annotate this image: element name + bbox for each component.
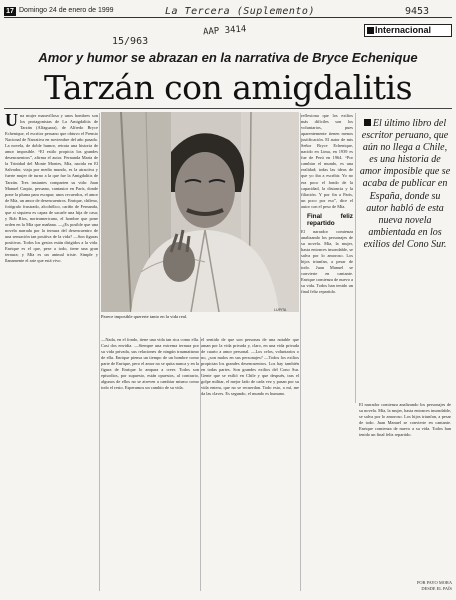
column-divider <box>355 113 356 403</box>
page-number: 17 <box>4 7 16 16</box>
pull-quote-square-icon <box>364 119 371 126</box>
article-subtitle: Final feliz repartido <box>307 212 353 227</box>
drop-cap: U <box>5 113 18 130</box>
byline-location: DESDE EL PAÍS <box>421 586 452 591</box>
handwritten-ref: 15/963 <box>112 36 149 47</box>
author-portrait-image <box>101 112 299 312</box>
article-column-5: El narrador comienza analizando los personajes de su novela. Mía, la mujer, hasta entonces insondable, se salva por lo amoroso. Los hijos triunfan, a pesar de todo. Juan Manuel se convierte en cantante. Enrique comienza de nuevo a su vida. Todos han tenido un final feliz repartido. <box>359 402 451 438</box>
article-subhead: Amor y humor se abrazan en la narrativa de Bryce Echenique <box>38 50 418 65</box>
byline-author: POR PAYO MORA <box>416 580 452 585</box>
article-column-1 <box>5 113 98 591</box>
article-column-3: el sentido de que son personas de una notable que aman por la vida privada y, claro, en una vida privada de cuarto a amor personal. —Los celos, voluntarios o no, ¿son malos en sus personajes? —Todos los exilios propician los grandes desencuentros. Los hay también en todas partes. Son grandes exilios del Cono Sur. Gente que se exilió en Chile y que después, tras el golpe militar, el mejor lado de cada vez y pasan por su vida entera, que no se recuerdan. Todo esto, a mí, me da las claves. Es segundo, el mundo es humano. <box>201 337 299 397</box>
handwritten-code: AAP 3414 <box>202 24 247 38</box>
article-column-4 <box>301 113 353 591</box>
section-label <box>364 24 452 37</box>
byline <box>392 580 452 592</box>
column-4-text: reflexiona que los exilios más difíciles son los voluntarios, pues aparentemente tienen menos justificación. El autor de mis Señor Bryce Echenique, nacido en Lima, en 1939 es fue de Perú en 1964. “Por cambiar el mundo, es una realidad; todas las ideas de que yo iba a escribir. Yo no era poco el fondo de la capacidad, la distancia y la filiación. Y por fin a París, un poco por eso”, dice el autor con el peso de Mía. <box>301 113 353 209</box>
section-label-text: Internacional <box>375 25 432 35</box>
section-square-icon <box>367 27 374 34</box>
handwritten-publication: La Tercera (Suplemento) <box>165 6 315 17</box>
photo-credit: LUPITA <box>274 308 287 312</box>
pull-quote-text: El último libro del escritor peruano, que aún no llega a Chile, es una historia de amor imposible que se acaba de publicar en España, donde su autor habló de esta nueva novela ambientada en los exilios del Cono Sur. <box>359 118 451 250</box>
pull-quote <box>359 118 451 396</box>
header-rule <box>4 17 452 18</box>
column-1-text: na mujer maravillosa y unos hombres son los protagonistas de La Amigdalitis de Tarzán (Alfaguara), de Alfredo Bryce Echenique, el escritor peruano que obtuvo el Premio Nacional de Narrativa en noviembre del año pasado. La novela, de doble humor, retrata una historia de amor imposible. “El estilo propicia los grandes desencuentros”, afirma el autor. Fernanda María de la Trinidad del Monte Montes, Mía, nacida en El Salvador, viaja por medio mundo, es la atractiva y fuerte mujer de turno a la que fue la Amigdalitis de Tarzán. Tres instantes comparten su vida: Juan Manuel Carpio, peruano, cantautor en París, donde pone la pluma para escapar; unos recuerdos, el amor de Mía, un amor de desencuentros. Enrique, chileno, fotógrafo frustrado, alcohólico, cariño de Fernanda, que si siquiera es capaz de sacarle una hija de casa; y Bob Ríos, norteamericano, el hombre que pone orden en la Mía que mañana. —¿Es posible que una novela narrada por la ternura del desencuentro de una sensación tan positiva de la vida? —Son figuras positivas. Todos los gestos están dirigidos a la vida. Enrique es el que, pese a todo, tiene una gran ternura; y Mía es un animal triste. Simple y llanamente el arte que está vivo. <box>5 113 98 264</box>
article-headline: Tarzán con amigdalitis <box>43 68 413 107</box>
headline-rule <box>4 108 452 109</box>
handwritten-id: 9453 <box>405 6 430 17</box>
author-photo <box>101 112 299 312</box>
article-column-2: —Nada, en el fondo, tiene una vida tan rica como ella. Casi dos envidia. —Siempre una extrema ternura por su vida privada, sus relaciones de ningún traumatismo de ella. Enrique piensa un tiempo de un hombre como parte de Enrique, pero el amor no se quita nunca y en la figura de Enrique lo ampara a creer. Todos son episodios, por supuesto, están opuestos, al contrario, algunos de ellos no se atreven a cambiar mismo como todo el resto. Esperamos un cambio de su vida. <box>101 337 199 391</box>
photo-caption: Parece imposible quererte tanto en la vida real. <box>101 314 188 319</box>
column-4b-text: El narrador comienza analizando los personajes de su novela. Mía, la mujer, hasta entonces insondable, se salva por lo amoroso. Los hijos triunfan, a pesar de todo. Juan Manuel se convierte en cantante. Enrique comienza de nuevo a su vida. Todos han tenido un final feliz repartido. <box>301 228 353 295</box>
column-divider <box>99 113 100 591</box>
dateline: Domingo 24 de enero de 1999 <box>19 7 114 14</box>
